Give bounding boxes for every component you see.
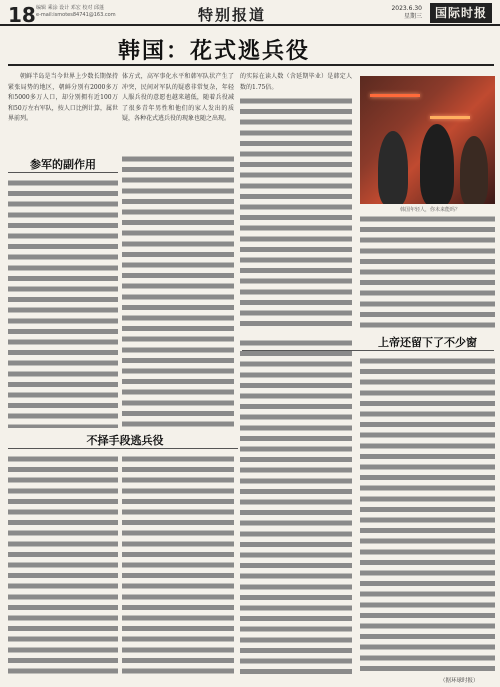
photo-caption: 韩国年轻人，你未来能吗？: [400, 207, 461, 213]
subhead-side-effects: 参军的副作用: [30, 158, 96, 171]
intro-text: 朝鲜半岛是当今世界上少数长期保持紧张局势的地区，朝鲜分别有2000多万和5000多万人口，却分别拥有近100万和50万左右军队，按人口比例计算，属世界前列。: [8, 73, 118, 123]
article-column-2-top: [122, 72, 234, 152]
article-column-2: [122, 154, 234, 428]
headline: 韩国：花式逃兵役: [118, 39, 311, 64]
editor-line: 编辑 乘涂 设计 邓宏 校对 邱蓬: [36, 5, 104, 11]
editor-info: [36, 5, 166, 19]
article-column-1b: [8, 454, 118, 674]
article-column-3-top: [240, 72, 352, 94]
weekday-line: 星期三: [403, 13, 422, 20]
email-line: e-mail:ismotes84741@163.com: [36, 12, 116, 18]
col3-text: 的实际在读人数（含延期毕业）是韩定人数的1.75倍。: [240, 73, 352, 91]
section-title: 特别报道: [198, 6, 267, 24]
date-line: 2023.6.30: [391, 5, 422, 12]
photo-neon-sign: [430, 116, 470, 119]
col2-text: 体方式，高军事化水平和韩军队状产生了冲突，民间对军队的疑惑非常复杂，年轻人服兵役的意愿也越来越低，随着兵役减了很多青年男性和他们的家人发出的质疑，各种花式逃兵役的现象也随之出现。: [122, 73, 234, 123]
subhead-evade: 不择手段逃兵役: [86, 434, 164, 447]
headline-rule: [8, 64, 494, 66]
article-column-3b: [240, 338, 352, 674]
source-note: （据环球时报）: [440, 678, 479, 684]
page-header: [0, 0, 500, 26]
article-column-4b: [360, 356, 495, 674]
article-column-2b: [122, 454, 234, 674]
issue-date: [382, 5, 422, 21]
intro-paragraph: [8, 72, 118, 152]
photo-figure: [378, 131, 408, 204]
page-number: 18: [8, 3, 36, 27]
photo-figure: [420, 124, 454, 204]
subhead-window: 上帝还留下了不少窗: [378, 336, 477, 349]
subhead-rule: [242, 350, 494, 351]
subhead-rule: [8, 448, 238, 449]
article-column-1a: [8, 178, 118, 428]
photo-figure: [460, 136, 488, 204]
newspaper-logo: 国际时报: [430, 3, 492, 23]
subhead-rule: [8, 172, 118, 173]
photo-neon-sign: [370, 94, 420, 97]
article-photo: [360, 76, 495, 204]
article-column-3: [240, 96, 352, 328]
article-column-4: [360, 214, 495, 328]
